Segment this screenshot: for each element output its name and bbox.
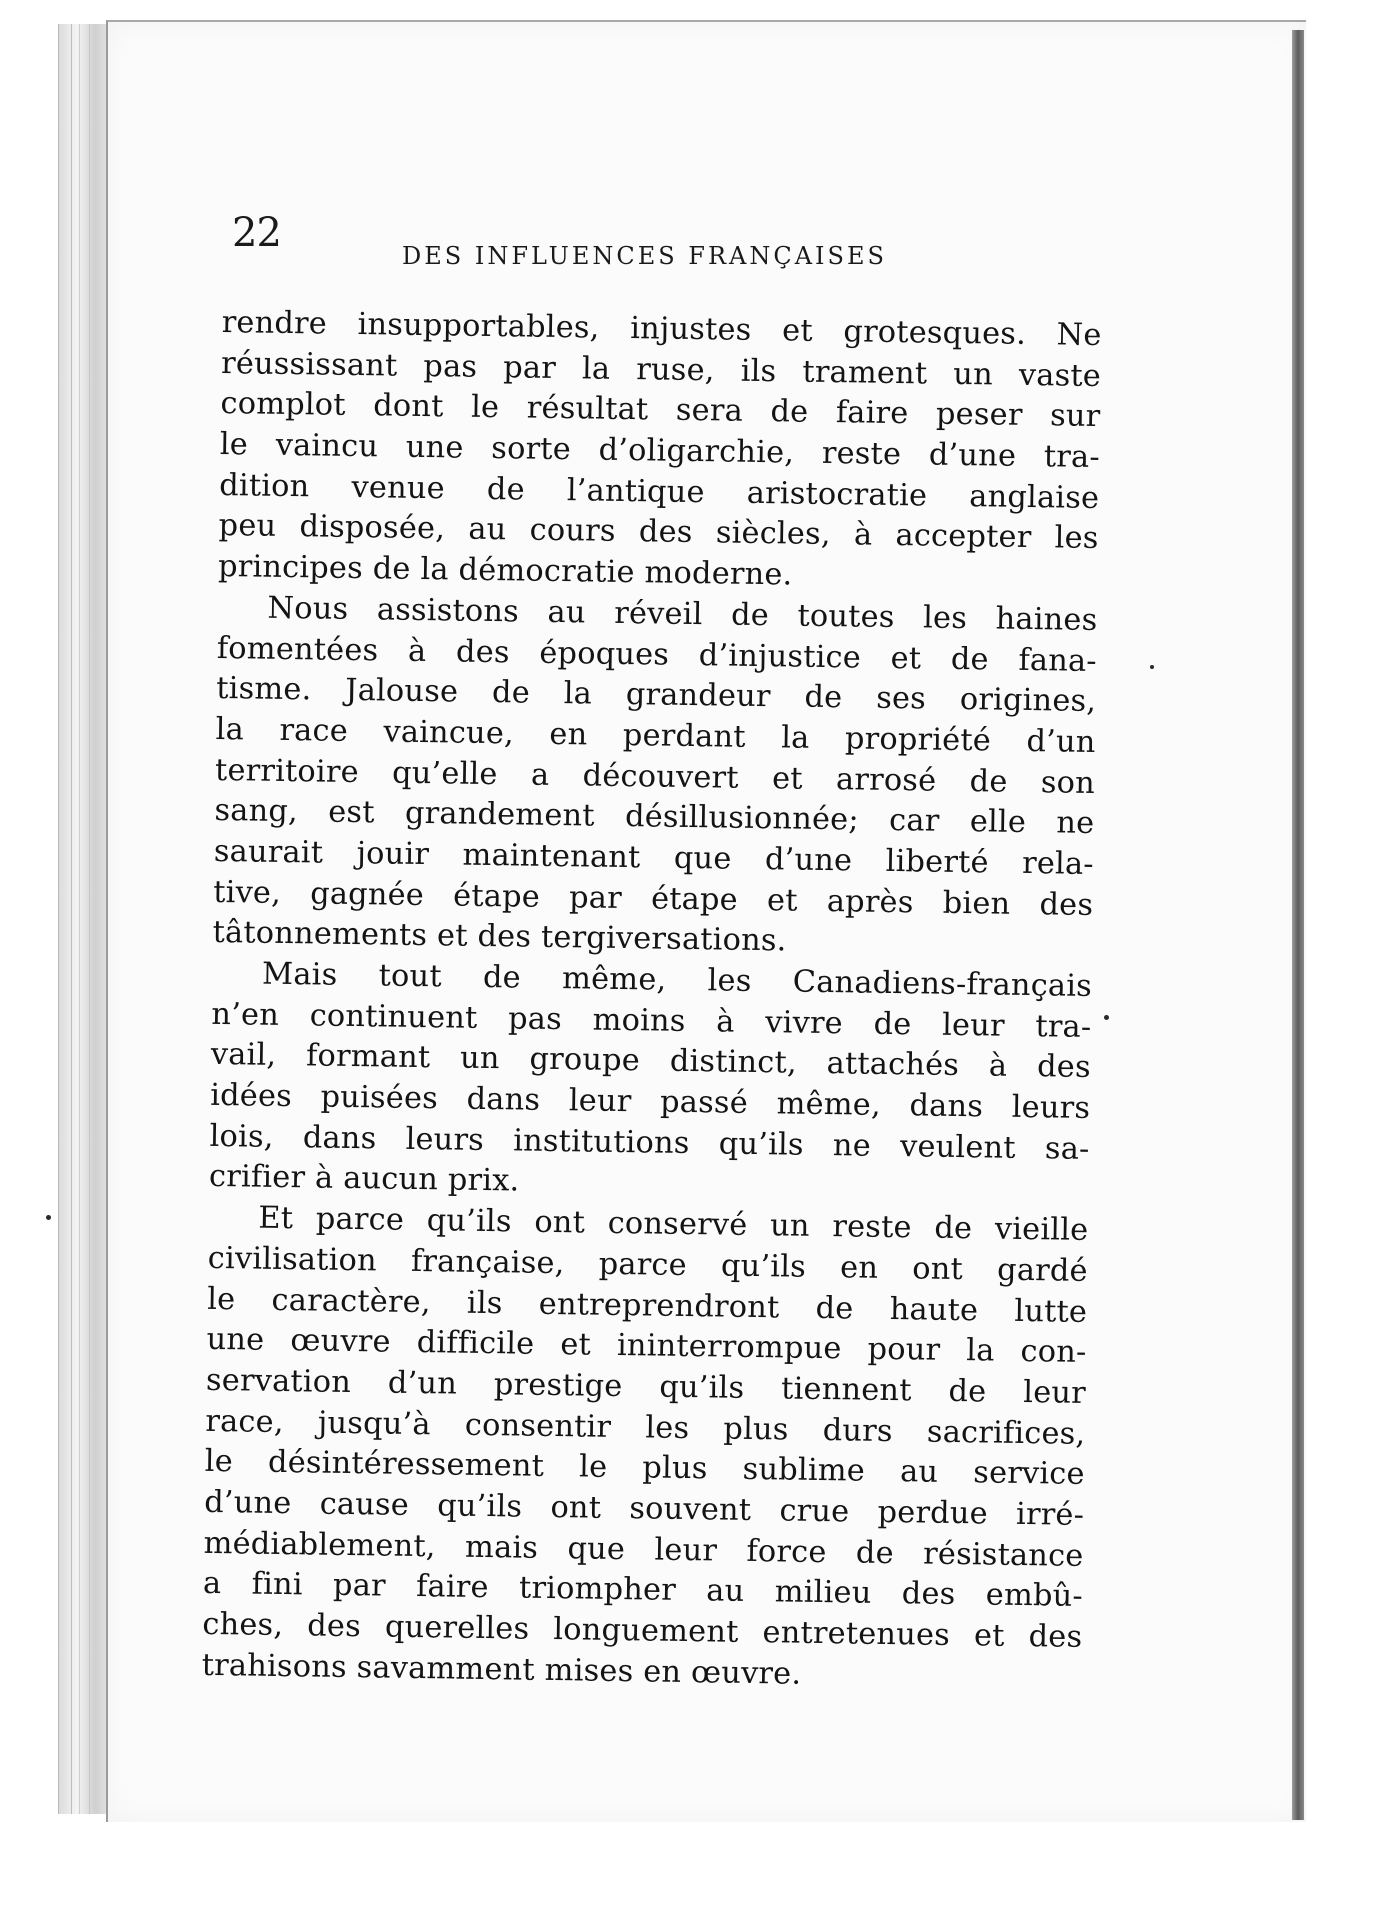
text-line: a fini par faire triompher au milieu des embû- — [202, 1566, 1084, 1615]
scan-speck — [1104, 1015, 1109, 1020]
text-line: principes de la démocratie moderne. — [217, 549, 793, 593]
text-line: Nous assistons au réveil de toutes les haines — [267, 590, 1098, 638]
text-line: le désintéressement le plus sublime au service — [204, 1444, 1085, 1493]
text-line: ches, des querelles longuement entretenues et des — [202, 1606, 1083, 1655]
running-head: DES INFLUENCES FRANÇAISES — [402, 242, 887, 270]
text-line: idées puisées dans leur passé même, dans leurs — [209, 1077, 1091, 1127]
text-line: d’une cause qu’ils ont souvent crue perdue irré- — [203, 1484, 1085, 1533]
text-line: n’en continuent pas moins à vivre de leur tra- — [211, 996, 1092, 1045]
text-line: fomentées à des époques d’injustice et de fana- — [216, 630, 1098, 679]
text-line: tisme. Jalouse de la grandeur de ses origines, — [216, 671, 1097, 720]
text-line: tâtonnements et des tergiversations. — [212, 915, 787, 959]
text-line: le caractère, ils entreprendront de haute lutte — [206, 1281, 1088, 1330]
text-line: complot dont le résultat sera de faire peser sur — [220, 386, 1101, 435]
paragraph-1 — [218, 303, 1102, 601]
text-line: territoire qu’elle a découvert et arrosé de son — [214, 752, 1096, 801]
text-line: peu disposée, au cours des siècles, à accepter les — [218, 508, 1099, 557]
paragraph-3 — [209, 954, 1093, 1211]
text-line: dition venue de l’antique aristocratie anglaise — [219, 467, 1100, 516]
text-line: crifier à aucun prix. — [208, 1159, 520, 1199]
paragraph-4 — [201, 1198, 1088, 1699]
text-line: lois, dans leurs institutions qu’ils ne veulent sa- — [209, 1118, 1090, 1167]
text-line: vail, formant un groupe distinct, attachés à des — [210, 1037, 1092, 1086]
binding-shadow — [1292, 30, 1304, 1820]
scan-speck — [46, 1215, 51, 1220]
text-line: civilisation française, parce qu’ils en ont gardé — [207, 1240, 1088, 1289]
scan-speck — [1150, 665, 1154, 669]
text-line: saurait jouir maintenant que d’une liberté rela- — [213, 833, 1095, 882]
text-line: Mais tout de même, les Canadiens-français — [261, 956, 1093, 1004]
paragraph-2 — [212, 588, 1097, 967]
text-line: trahisons savamment mises en œuvre. — [201, 1647, 802, 1692]
text-line: une œuvre difficile et ininterrompue pour la con- — [206, 1322, 1087, 1371]
text-line: la race vaincue, en perdant la propriété d’un — [215, 711, 1096, 760]
text-line: race, jusqu’à consentir les plus durs sacrifices, — [205, 1403, 1086, 1452]
text-line: Et parce qu’ils ont conservé un reste de vieille — [258, 1200, 1089, 1249]
text-line: servation d’un prestige qu’ils tiennent de leur — [205, 1362, 1087, 1411]
text-line: le vaincu une sorte d’oligarchie, reste d’une tra- — [219, 427, 1101, 476]
text-line: tive, gagnée étape par étape et après bien des — [213, 874, 1094, 923]
page-header — [232, 210, 1062, 270]
text-line: réussissant pas par la ruse, ils trament un vaste — [220, 345, 1102, 394]
page-number: 22 — [232, 210, 281, 256]
text-line: médiablement, mais que leur force de résistance — [203, 1525, 1084, 1574]
body-text — [201, 303, 1101, 1699]
text-line: rendre insupportables, injustes et grotesques. Ne — [221, 304, 1102, 354]
text-line: sang, est grandement désillusionnée; car elle ne — [214, 793, 1095, 842]
